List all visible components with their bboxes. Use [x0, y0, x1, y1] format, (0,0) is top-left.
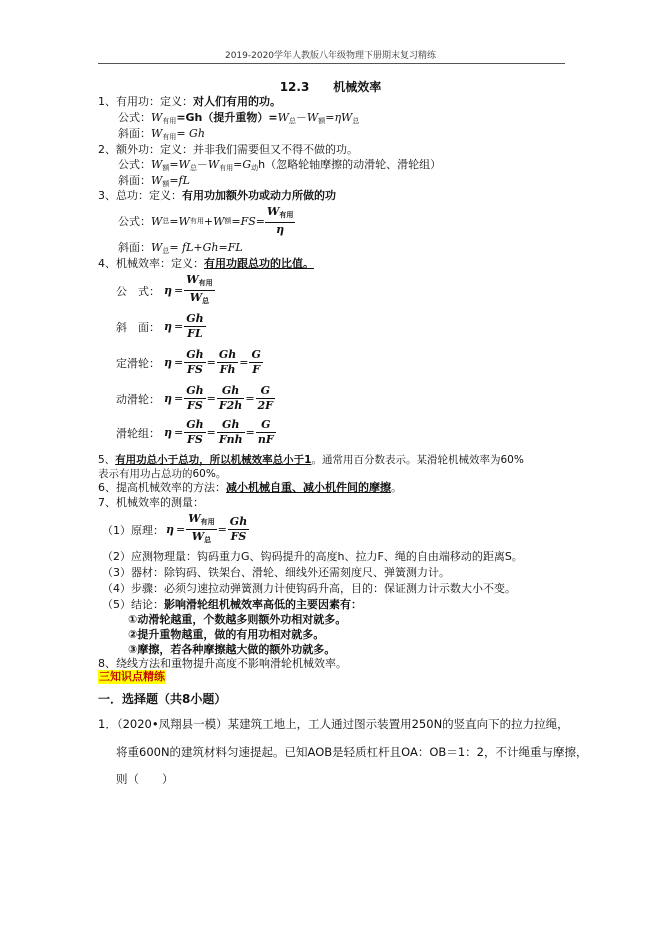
measurement-equipment: （3）器材：除钩码、铁架台、滑轮、细线外还需刻度尺、弹簧测力计。: [102, 566, 450, 579]
item-5: 5、有用功总小于总功，所以机械效率总小于1。通常用百分数表示。某滑轮机械效率为60%: [98, 454, 524, 466]
item-7: 7、机械效率的测量：: [98, 496, 204, 509]
conclusion-2: ②提升重物越重，做的有用功相对就多。: [128, 628, 325, 641]
item-2-formula: 公式：$W_额=W_总-W_{有用}=G_动h$（忽略轮轴摩擦的动滑轮、滑轮组）: [118, 158, 442, 172]
item-2: 2、额外功：定义：并非我们需要但又不得不做的功。: [98, 143, 358, 156]
measurement-principle: （1）原理： η = $W_{有用}$ $W_总$ = $\frac{Gh}{FS}$: [102, 512, 248, 544]
efficiency-incline: 斜 面： η = $\frac{Gh}{FL}$: [116, 312, 204, 340]
item-6: 6、提高机械效率的方法：减小机械自重、减小机件间的摩擦。: [98, 481, 402, 494]
question-1-line-3: 则（ ）: [116, 772, 174, 786]
conclusion-1: ①动滑轮越重，个数越多则额外功相对就多。: [128, 613, 347, 626]
practice-heading: 三知识点精练: [99, 670, 165, 683]
efficiency-movable-pulley: 动滑轮： η = $\frac{Gh}{FS}$ = $\frac{Gh}{F2h}$ = $\frac{G}{2F}$: [116, 384, 273, 412]
item-2-incline: 斜面：$W_额=fL$: [118, 174, 190, 188]
item-1: 1、有用功：定义：对人们有用的功。: [98, 95, 281, 108]
question-1-line-1: 1．（2020•凤翔县一模）某建筑工地上，工人通过图示装置用250N的竖直向下的拉力拉绳，: [98, 717, 569, 731]
item-4: 4、机械效率：定义：有用功跟总功的比值。: [98, 257, 314, 270]
section-title: 12.3 机械效率: [279, 80, 382, 94]
item-1-formula: 公式：$W_{有用}=Gh$（提升重物）$=W_总-W_额=\eta W_总$: [118, 111, 360, 125]
efficiency-fixed-pulley: 定滑轮： η = $\frac{Gh}{FS}$ = $\frac{Gh}{Fh}$ = $\frac{G}{F}$: [116, 348, 261, 376]
item-3: 3、总功：定义：有用功加额外功或动力所做的功: [98, 189, 336, 202]
choice-section-heading: 一．选择题（共8小题）: [98, 692, 227, 706]
item-1-incline: 斜面：$W_{有用}= Gh$: [118, 127, 205, 141]
conclusion-3: ③摩擦，若各种摩擦越大做的额外功就多。: [128, 643, 336, 656]
question-1-line-2: 将重600N的建筑材料匀速提起。已知AOB是轻质杠杆且OA：OB＝1：2，不计绳重与摩擦，: [116, 745, 588, 759]
measurement-steps: （4）步骤：必须匀速拉动弹簧测力计使钩码升高，目的：保证测力计示数大小不变。: [102, 582, 516, 595]
efficiency-general: 公 式： η = $W_{有用}$ $W_总$: [116, 273, 213, 305]
measurement-quantities: （2）应测物理量：钩码重力G、钩码提升的高度h、拉力F、绳的自由端移动的距离S。: [102, 550, 523, 563]
item-3-incline: 斜面：$W_总= fL+Gh=FL$: [118, 241, 243, 255]
item-5-line2: 表示有用功占总功的60%。: [98, 468, 227, 480]
page-header: 2019-2020学年人教版八年级物理下册期末复习精练: [224, 51, 437, 61]
item-8: 8、绕线方法和重物提升高度不影响滑轮机械效率。: [98, 657, 347, 670]
measurement-conclusion: （5）结论：影响滑轮组机械效率高低的主要因素有：: [102, 598, 362, 611]
fraction: $W_{有用}$ η: [266, 205, 294, 236]
header-rule: [98, 63, 565, 64]
item-3-formula: 公式： W 总 = W 有用 + W 额 =FS= $W_{有用}$ η: [118, 205, 294, 236]
efficiency-pulley-block: 滑轮组： η = $\frac{Gh}{FS}$ = Gh Fnh = $\frac{G}{nF}$: [116, 418, 274, 446]
